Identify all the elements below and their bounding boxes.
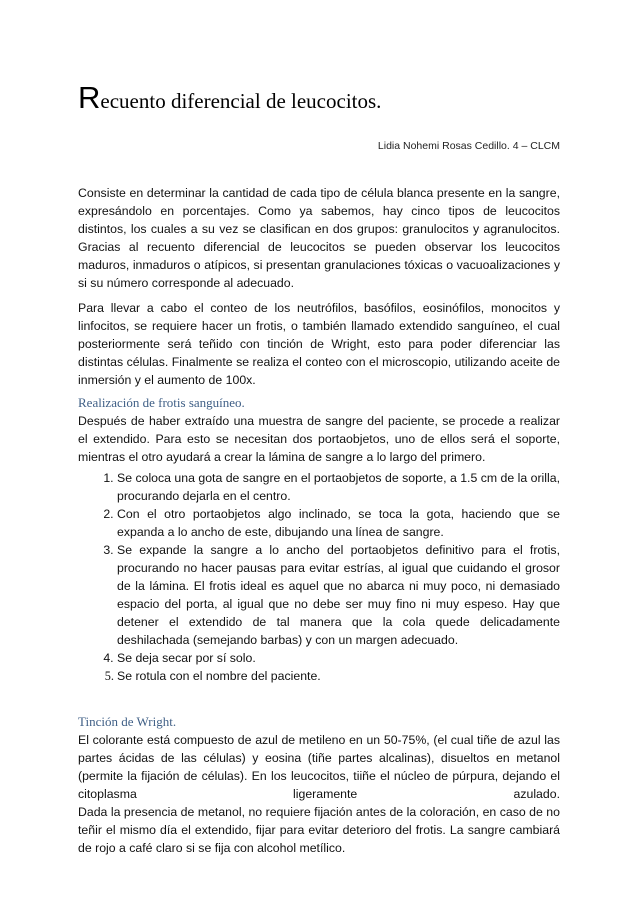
list-item: 1. Se coloca una gota de sangre en el portaobjetos de soporte, a 1.5 cm de la orilla, procurando dejarla en el centro. (117, 469, 560, 505)
frotis-steps-list (78, 469, 560, 685)
document-body (78, 184, 560, 857)
title-initial: R (78, 80, 101, 115)
section-wright-paragraph-2: Dada la presencia de metanol, no requiere fijación antes de la coloración, en caso de no teñir el mismo día el extendido, fijar para evitar deterioro del frotis. La sangre cambiará de rojo a café claro si se fija con alcohol metílico. (78, 805, 560, 855)
intro-paragraph-1: Consiste en determinar la cantidad de cada tipo de célula blanca presente en la sangre, expresándolo en porcentajes. Como ya sabemos, hay cinco tipos de leucocitos distintos, los cuales a su vez se clasifican en dos grupos: granulocitos y agranulocitos. Gracias al recuento diferencial de leucocitos se pueden observar los leucocitos maduros, inmaduros o atípicos, si presentan granulaciones tóxicas o vacuoalizaciones y si su número corresponde al adecuado. (78, 186, 560, 290)
list-item: 4. Se deja secar por sí solo. (117, 649, 560, 667)
list-item: 5. Se rotula con el nombre del paciente. (117, 667, 560, 685)
page-title (78, 82, 381, 113)
section-frotis-intro: Después de haber extraído una muestra de sangre del paciente, se procede a realizar el extendido. Para esto se necesitan dos portaobjetos, uno de ellos será el soporte, mientras el otro ayudará a crear la lámina de sangre a lo largo del primero. (78, 414, 560, 464)
list-item: 3. Se expande la sangre a lo ancho del portaobjetos definitivo para el frotis, procurando no hacer pausas para evitar estrías, al igual que cuidando el grosor de la lámina. El frotis ideal es aquel que no abarca ni muy poco, ni demasiado espacio del porta, al igual que no debe ser muy fino ni muy espeso. Hay que detener el extendido de tal manera que la cola quede delicadamente deshilachada (semejando barbas) y con un margen adecuado. (117, 541, 560, 649)
author-line: Lidia Nohemi Rosas Cedillo. 4 – CLCM (377, 140, 560, 152)
list-item: 2. Con el otro portaobjetos algo inclinado, se toca la gota, haciendo que se expanda a lo ancho de este, dibujando una línea de sangre. (117, 505, 560, 541)
section-heading-wright: Tinción de Wright. (78, 714, 177, 729)
title-text: ecuento diferencial de leucocitos. (100, 89, 382, 113)
section-wright-paragraph-1: El colorante está compuesto de azul de metileno en un 50-75%, (el cual tiñe de azul las partes ácidas de las células) y eosina (tiñe partes alcalinas), disueltos en metanol (permite la fijación de células). En los leucocitos, tiiñe el núcleo de púrpura, dejando el citoplasma ligeramente azulado. (78, 733, 560, 801)
section-heading-frotis: Realización de frotis sanguíneo. (78, 395, 245, 410)
intro-paragraph-2: Para llevar a cabo el conteo de los neutrófilos, basófilos, eosinófilos, monocitos y linfocitos, se requiere hacer un frotis, o también llamado extendido sanguíneo, el cual posteriormente será teñido con tinción de Wright, esto para poder diferenciar las distintas células. Finalmente se realiza el conteo con el microscopio, utilizando aceite de inmersión y el aumento de 100x. (78, 301, 560, 387)
